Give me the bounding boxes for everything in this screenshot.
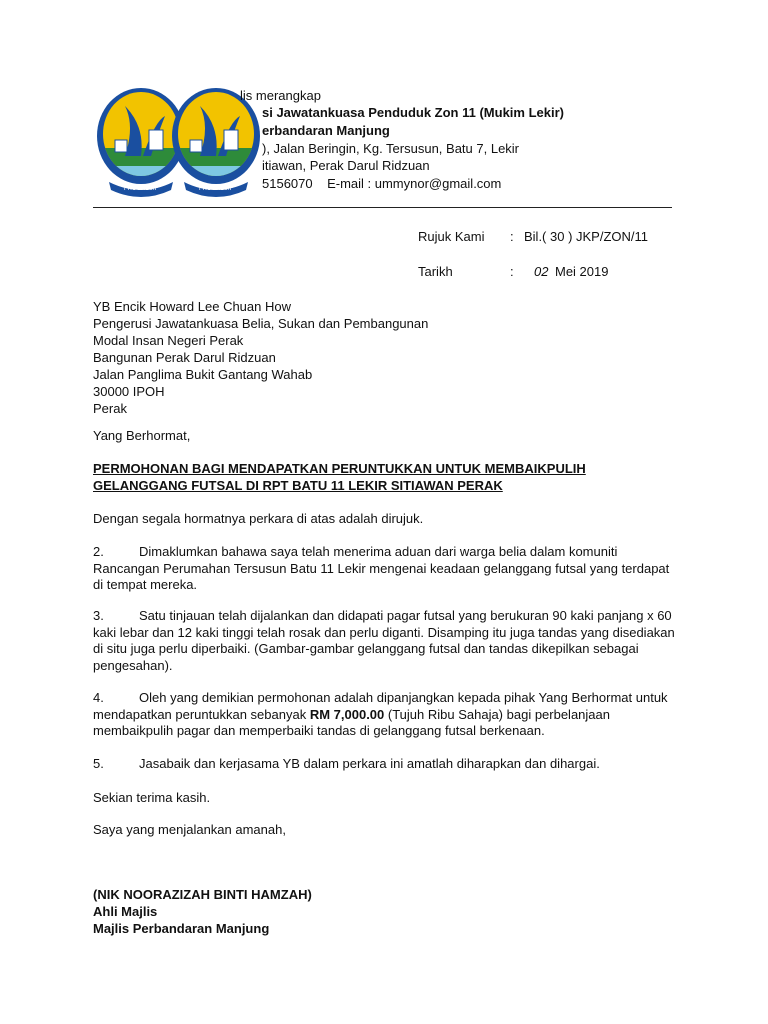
reference-value: Bil.( 30 ) JKP/ZON/11 <box>524 229 649 244</box>
recipient-address <box>93 298 428 417</box>
header-divider <box>93 207 672 208</box>
paragraph-line: Rancangan Perumahan Tersusun Batu 11 Lekir mengenai keadaan gelanggang futsal yang terdapat <box>93 560 670 576</box>
paragraph-text: mendapatkan peruntukkan sebanyak <box>93 706 310 722</box>
signatory-title: Ahli Majlis <box>93 904 158 919</box>
letterhead-line-5: itiawan, Perak Darul Ridzuan <box>262 158 430 173</box>
date-label: Tarikh <box>418 264 453 279</box>
paragraph-3 <box>93 608 673 674</box>
recipient-line: 30000 IPOH <box>93 384 165 399</box>
paragraph-line: membaikpulih pagar dan memperbaiki tandas di gelanggang futsal berkenaan. <box>93 723 545 738</box>
paragraph-text: (Tujuh Ribu Sahaja) bagi perbelanjaan <box>384 706 610 722</box>
paragraph-5 <box>93 756 673 773</box>
paragraph-line: di tempat mereka. <box>93 577 198 592</box>
closing-thanks: Sekian terima kasih. <box>93 790 211 805</box>
paragraph-line: di situ juga perlu diperbaiki. (Gambar-gambar gelanggang futsal dan tandas dikepilkan sebagai <box>93 641 639 656</box>
letterhead-line-2: si Jawatankuasa Penduduk Zon 11 (Mukim Lekir) <box>262 105 564 120</box>
paragraph-number: 4. <box>93 690 104 705</box>
recipient-line: Perak <box>93 401 127 416</box>
paragraph-4 <box>93 690 673 740</box>
closing-signoff: Saya yang menjalankan amanah, <box>93 822 286 837</box>
paragraph-line: Oleh yang demikian permohonan adalah dipanjangkan kepada pihak Yang Berhormat untuk <box>139 690 668 705</box>
intro-paragraph: Dengan segala hormatnya perkara di atas adalah dirujuk. <box>93 511 424 526</box>
paragraph-line: Jasabaik dan kerjasama YB dalam perkara ini amatlah diharapkan dan dihargai. <box>139 756 600 771</box>
paragraph-number: 3. <box>93 608 104 623</box>
recipient-line: Jalan Panglima Bukit Gantang Wahab <box>93 367 313 382</box>
signatory-organization: Majlis Perbandaran Manjung <box>93 921 270 936</box>
logo-motto-text: PROGRESIF <box>123 185 159 192</box>
paragraph-2 <box>93 544 673 594</box>
paragraph-line <box>93 707 673 724</box>
subject-line-1: PERMOHONAN BAGI MENDAPATKAN PERUNTUKKAN UNTUK MEMBAIKPULIH <box>93 461 586 476</box>
signature-block <box>93 886 312 937</box>
letterhead-line-4: ), Jalan Beringin, Kg. Tersusun, Batu 7, Lekir <box>262 141 520 156</box>
letterhead-line-3: erbandaran Manjung <box>262 123 390 138</box>
paragraph-number: 5. <box>93 756 104 771</box>
paragraph-line: Satu tinjauan telah dijalankan dan didapati pagar futsal yang berukuran 90 kaki panjang x 60 <box>139 608 672 623</box>
letterhead-line-1: lis merangkap <box>240 88 321 103</box>
requested-amount: RM 7,000.00 <box>309 706 385 722</box>
paragraph-line: kaki lebar dan 12 kaki tinggi telah rosak dan perlu diganti. Disamping itu juga tandas yang disediakan <box>93 624 675 640</box>
reference-colon: : <box>510 229 514 244</box>
letterhead-contact <box>262 176 501 191</box>
signatory-name: (NIK NOORAZIZAH BINTI HAMZAH) <box>93 887 312 902</box>
letterhead-phone: 5156070 <box>262 176 313 191</box>
salutation: Yang Berhormat, <box>93 428 191 443</box>
paragraph-line: Dimaklumkan bahawa saya telah menerima aduan dari warga belia dalam komuniti <box>139 544 618 559</box>
recipient-line: Pengerusi Jawatankuasa Belia, Sukan dan Pembangunan <box>93 316 429 331</box>
recipient-line: Modal Insan Negeri Perak <box>93 333 244 348</box>
paragraph-line: pengesahan). <box>93 657 173 673</box>
reference-label: Rujuk Kami <box>418 229 485 244</box>
letterhead-email: E-mail : ummynor@gmail.com <box>327 176 502 191</box>
logo-motto-text: PROGRESIF <box>198 185 234 192</box>
recipient-line: YB Encik Howard Lee Chuan How <box>93 299 291 314</box>
subject-line-2: GELANGGANG FUTSAL DI RPT BATU 11 LEKIR SITIAWAN PERAK <box>93 477 503 493</box>
recipient-line: Bangunan Perak Darul Ridzuan <box>93 350 276 365</box>
date-day: 02 <box>534 264 549 279</box>
date-month-year: Mei 2019 <box>555 264 609 279</box>
paragraph-number: 2. <box>93 544 104 559</box>
date-colon: : <box>510 264 514 279</box>
letter-subject <box>93 461 586 494</box>
